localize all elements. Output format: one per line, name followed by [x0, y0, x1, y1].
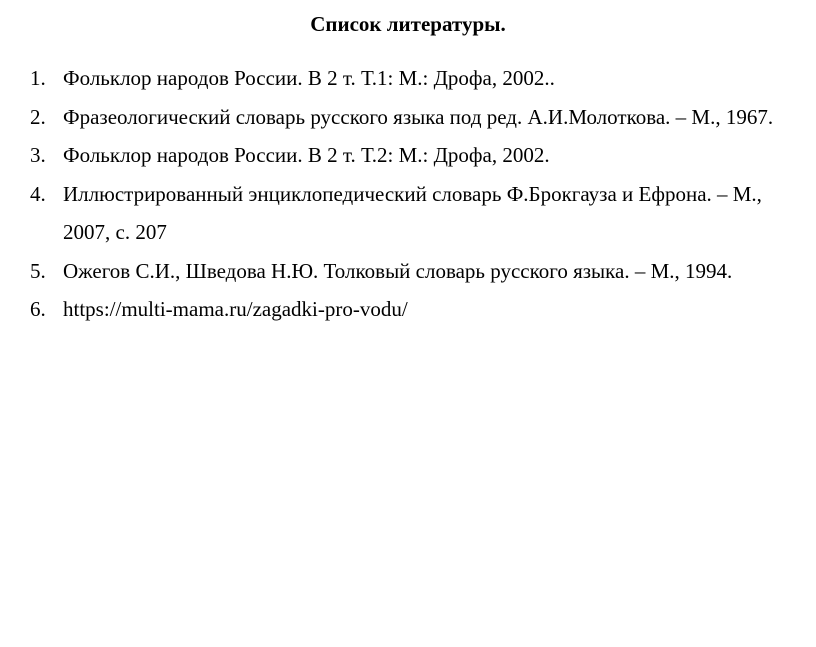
reference-item-3 [30, 136, 814, 175]
reference-text: Ожегов С.И., Шведова Н.Ю. Толковый словарь русского языка. – М., 1994. [63, 258, 733, 283]
reference-item-1 [30, 59, 814, 98]
reference-text: Фольклор народов России. В 2 т. Т.2: М.: Дрофа, 2002. [63, 143, 550, 167]
reference-number: 5. [30, 258, 46, 283]
reference-text: Фольклор народов России. В 2 т. Т.1: М.: Дрофа, 2002.. [63, 66, 555, 90]
reference-number: 3. [30, 143, 46, 167]
reference-item-2 [30, 98, 814, 137]
reference-link[interactable]: https://multi-mama.ru/zagadki-pro-vodu/ [63, 297, 408, 321]
page-title: Список литературы. [310, 12, 506, 36]
reference-number: 1. [30, 66, 46, 90]
reference-item-4 [30, 175, 814, 252]
reference-number: 2. [30, 104, 46, 129]
reference-list [30, 59, 814, 329]
reference-text: Фразеологический словарь русского языка под ред. А.И.Молоткова. – М., 1967. [63, 104, 774, 129]
reference-text: Иллюстрированный энциклопедический словарь Ф.Брокгауза и Ефрона. – М., 2007, с. 207 [63, 181, 762, 244]
reference-number: 6. [30, 297, 46, 321]
reference-number: 4. [30, 181, 46, 206]
reference-item-6 [30, 290, 814, 329]
reference-item-5 [30, 252, 814, 291]
